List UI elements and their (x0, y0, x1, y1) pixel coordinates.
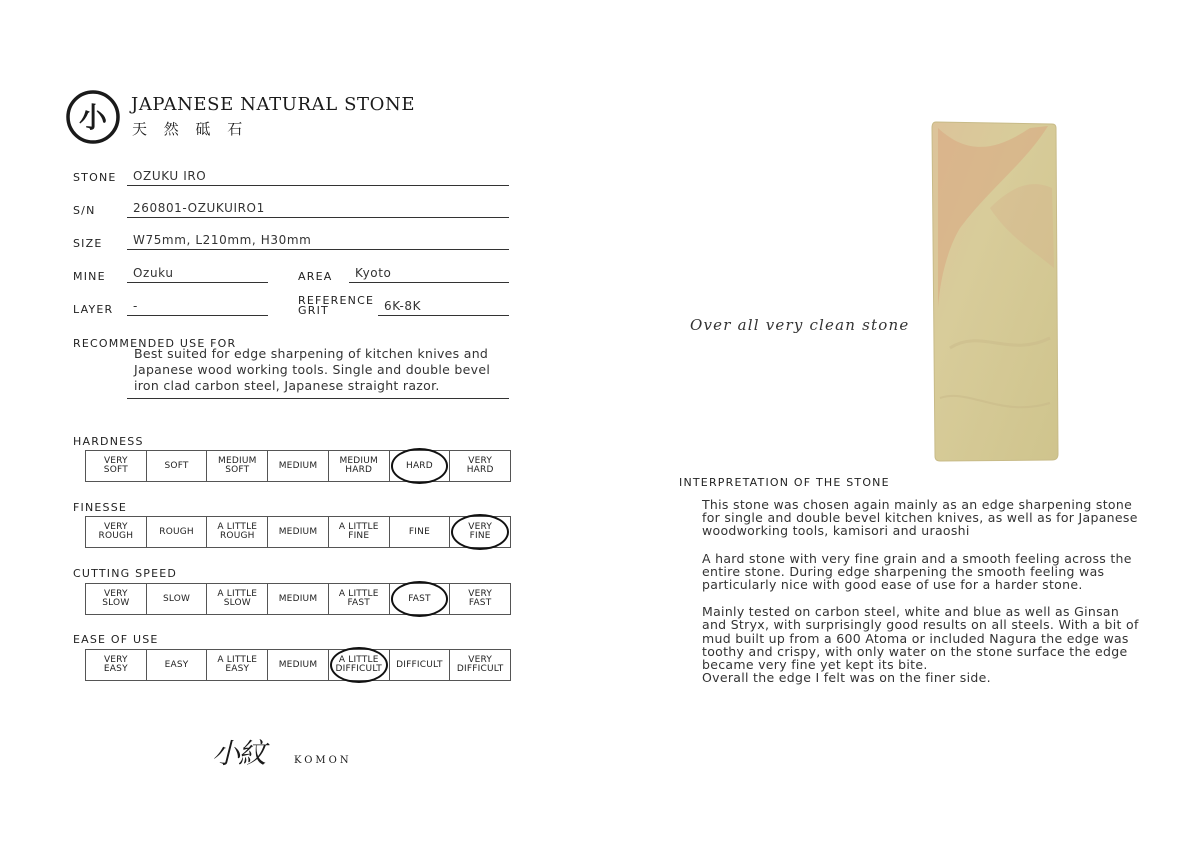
hardness-option: MEDIUM SOFT (207, 451, 268, 481)
interpretation-paragraph: This stone was chosen again mainly as an edge sharpening stone for single and double bevel kitchen knives, as well as for Japanese woodworking tools, kamisori and uraoshi (702, 497, 1138, 539)
reference-grit-field (378, 299, 509, 316)
ease-of-use-option: VERY DIFFICULT (456, 655, 504, 674)
cutting-speed-option: VERY SLOW (86, 584, 147, 614)
finesse-option: MEDIUM (268, 517, 329, 547)
recommended-text: Best suited for edge sharpening of kitchen knives and Japanese wood working tools. Single and double bevel iron clad carbon steel, Japanese straight razor. (134, 346, 491, 393)
stone-field (127, 169, 509, 186)
layer-field (127, 299, 268, 316)
ease-of-use-option-selected: A LITTLE DIFFICULT (329, 650, 390, 680)
hardness-option: MEDIUM (268, 451, 329, 481)
finesse-option: A LITTLE FINE (329, 517, 390, 547)
interpretation-body (702, 498, 1142, 698)
serial-label: S/N (73, 204, 96, 217)
komon-logo (212, 732, 296, 768)
interpretation-title: INTERPRETATION OF THE STONE (679, 476, 890, 489)
serial-field (127, 201, 509, 218)
mine-label: MINE (73, 270, 106, 283)
hardness-option: SOFT (147, 451, 208, 481)
interpretation-paragraph: Mainly tested on carbon steel, white and blue as well as Ginsan and Stryx, with surprisingly good results on all steels. With a bit of mud built up from a 600 Atoma or included Nagura the edge was toothy and crispy, with only water on the stone surface the edge became very fine yet kept its bite. Overall the edge I felt was on the finer side. (702, 604, 1139, 686)
finesse-option: VERY ROUGH (86, 517, 147, 547)
finesse-option: A LITTLE ROUGH (207, 517, 268, 547)
cutting-speed-option: SLOW (147, 584, 208, 614)
reference-grit-value: 6K-8K (384, 299, 422, 313)
serial-value: 260801-OZUKUIRO1 (133, 201, 265, 215)
reference-grit-label (298, 296, 374, 316)
area-value: Kyoto (355, 266, 392, 280)
hardness-label: HARDNESS (73, 435, 144, 448)
area-field (349, 266, 509, 283)
brand-subtitle: 天 然 砥 石 (132, 120, 249, 138)
finesse-scale (85, 516, 511, 548)
komon-script: 小紋 (212, 737, 265, 770)
stone-photo (930, 118, 1060, 464)
cutting-speed-option-selected: FAST (390, 584, 451, 614)
reference-grit-label-line1: REFERENCE (298, 294, 375, 307)
hardness-option: VERY HARD (466, 456, 494, 475)
ease-of-use-option: EASY (147, 650, 208, 680)
area-label: AREA (298, 270, 333, 283)
komon-brand-name: KOMON (294, 755, 352, 766)
ease-of-use-option: DIFFICULT (390, 650, 451, 680)
logo-glyph: 小 (78, 101, 108, 134)
mine-value: Ozuku (133, 266, 174, 280)
ease-of-use-option: MEDIUM (268, 650, 329, 680)
recommended-underline (127, 398, 509, 399)
finesse-label: FINESSE (73, 501, 128, 514)
interpretation-paragraph: A hard stone with very fine grain and a smooth feeling across the entire stone. During edge sharpening the smooth feeling was particularly nice with good ease of use for a harder stone. (702, 550, 1132, 593)
cutting-speed-option: MEDIUM (268, 584, 329, 614)
size-value: W75mm, L210mm, H30mm (133, 233, 312, 247)
stone-label: STONE (73, 171, 117, 184)
size-label: SIZE (73, 237, 103, 250)
cutting-speed-option: A LITTLE SLOW (207, 584, 268, 614)
brand-logo-icon (66, 90, 120, 144)
finesse-option: FINE (390, 517, 451, 547)
cutting-speed-label: CUTTING SPEED (73, 567, 178, 580)
ease-of-use-scale (85, 649, 511, 681)
stone-value: OZUKU IRO (133, 169, 207, 183)
handwritten-note: Over all very clean stone (690, 316, 910, 334)
recommended-label: RECOMMENDED USE FOR (73, 337, 237, 350)
hardness-option: MEDIUM HARD (329, 451, 390, 481)
ease-of-use-option: VERY EASY (86, 650, 147, 680)
mine-field (127, 266, 268, 283)
hardness-option: VERY SOFT (86, 451, 147, 481)
finesse-option-selected: VERY FINE (450, 517, 510, 547)
layer-label: LAYER (73, 303, 114, 316)
hardness-scale (85, 450, 511, 482)
brand-title: JAPANESE NATURAL STONE (131, 94, 416, 115)
reference-grit-label-line2: GRIT (298, 304, 329, 317)
ease-of-use-option: A LITTLE EASY (207, 650, 268, 680)
layer-value: - (133, 299, 138, 313)
hardness-option-selected: HARD (390, 451, 451, 481)
size-field (127, 233, 509, 250)
cutting-speed-scale (85, 583, 511, 615)
cutting-speed-option: VERY FAST (468, 589, 493, 608)
cutting-speed-option: A LITTLE FAST (329, 584, 390, 614)
ease-of-use-label: EASE OF USE (73, 633, 159, 646)
finesse-option: ROUGH (147, 517, 208, 547)
